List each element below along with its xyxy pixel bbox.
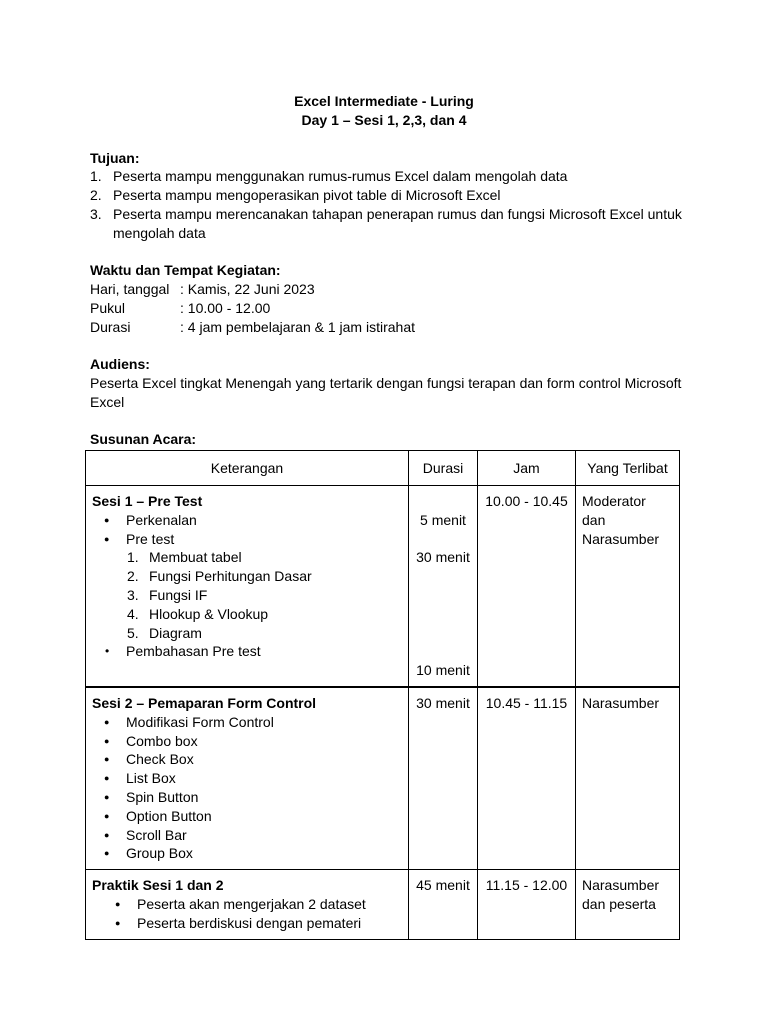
sesi1-bullet-pembahasan: • Pembahasan Pre test	[92, 642, 402, 661]
praktik-keterangan-cell	[86, 870, 409, 939]
table-row-praktik	[86, 870, 680, 939]
table-row-sesi-1	[86, 486, 680, 687]
document-subtitle: Day 1 – Sesi 1, 2,3, dan 4	[301, 112, 467, 128]
col-keterangan: Keterangan	[86, 451, 409, 486]
sesi2-item-1: ● Modifikasi Form Control	[92, 713, 402, 732]
waktu-key-tanggal: Hari, tanggal	[90, 281, 170, 297]
sesi2-durasi-cell: 30 menit	[409, 687, 478, 870]
tujuan-item-3: Peserta mampu merencanakan tahapan penerapan rumus dan fungsi Microsoft Excel untuk mengolah data	[113, 206, 682, 241]
waktu-heading: Waktu dan Tempat Kegiatan:	[90, 262, 281, 278]
sesi1-sub-2	[92, 567, 402, 586]
sesi1-sub-num-2: 2.	[127, 568, 139, 585]
sesi1-sub-text-2: Fungsi Perhitungan Dasar	[149, 568, 312, 585]
susunan-heading: Susunan Acara:	[90, 431, 197, 447]
tujuan-num-1: 1.	[90, 168, 102, 184]
sesi1-terlibat-cell: Moderator dan Narasumber	[576, 486, 680, 687]
sesi2-item-8: ● Group Box	[92, 844, 402, 863]
agenda-header-row	[86, 451, 680, 486]
waktu-value-pukul: : 10.00 - 12.00	[180, 300, 271, 316]
tujuan-item-1: Peserta mampu menggunakan rumus-rumus Excel dalam mengolah data	[113, 168, 568, 184]
praktik-item-1: ● Peserta akan mengerjakan 2 dataset	[92, 895, 402, 914]
sesi1-durasi-cell	[409, 486, 478, 687]
praktik-item-2: ● Peserta berdiskusi dengan pemateri	[92, 914, 402, 933]
sesi1-sub-text-5: Diagram	[149, 624, 202, 641]
sesi1-durasi-perkenalan: 5 menit	[420, 511, 466, 528]
tujuan-num-2: 2.	[90, 187, 102, 203]
sesi1-sub-text-3: Fungsi IF	[149, 586, 208, 603]
audiens-heading: Audiens:	[90, 356, 150, 372]
sesi1-bullet-pretest: ● Pre test	[92, 530, 402, 549]
praktik-jam-cell: 11.15 - 12.00	[478, 870, 576, 939]
sesi1-jam-cell: 10.00 - 10.45	[478, 486, 576, 687]
sesi2-item-3: ● Check Box	[92, 750, 402, 769]
sesi1-sub-text-4: Hlookup & Vlookup	[149, 605, 269, 622]
praktik-terlibat-cell: Narasumber dan peserta	[576, 870, 680, 939]
sesi1-keterangan-cell	[86, 486, 409, 687]
waktu-key-durasi: Durasi	[90, 319, 131, 335]
tujuan-heading: Tujuan:	[90, 150, 140, 166]
sesi1-sub-num-5: 5.	[127, 624, 139, 641]
sesi2-title: Sesi 2 – Pemaparan Form Control	[92, 694, 317, 711]
sesi2-terlibat-cell: Narasumber	[576, 687, 680, 870]
sesi2-item-6: ● Option Button	[92, 807, 402, 826]
col-jam: Jam	[478, 451, 576, 486]
sesi1-title: Sesi 1 – Pre Test	[92, 493, 203, 509]
tujuan-num-3: 3.	[90, 206, 102, 222]
sesi1-sub-4	[92, 605, 402, 624]
sesi1-sub-num-1: 1.	[127, 549, 139, 566]
waktu-value-durasi: : 4 jam pembelajaran & 1 jam istirahat	[180, 319, 415, 335]
sesi2-item-7: ● Scroll Bar	[92, 826, 402, 845]
waktu-value-tanggal: : Kamis, 22 Juni 2023	[180, 281, 315, 297]
praktik-title: Praktik Sesi 1 dan 2	[92, 877, 224, 894]
agenda-table	[85, 450, 680, 940]
praktik-durasi-cell: 45 menit	[409, 870, 478, 939]
sesi2-item-2: ● Combo box	[92, 732, 402, 751]
audiens-text: Peserta Excel tingkat Menengah yang tertarik dengan fungsi terapan dan form control Microsoft Excel	[90, 375, 682, 410]
sesi1-sub-1	[92, 548, 402, 567]
sesi1-sub-text-1: Membuat tabel	[149, 549, 242, 566]
col-durasi: Durasi	[409, 451, 478, 486]
tujuan-item-2: Peserta mampu mengoperasikan pivot table di Microsoft Excel	[113, 187, 501, 203]
sesi1-durasi-pretest: 30 menit	[416, 549, 470, 566]
table-row-sesi-2	[86, 687, 680, 870]
sesi2-jam-cell: 10.45 - 11.15	[478, 687, 576, 870]
col-yang-terlibat: Yang Terlibat	[576, 451, 680, 486]
sesi2-item-4: ● List Box	[92, 769, 402, 788]
sesi1-durasi-pembahasan: 10 menit	[416, 662, 470, 679]
sesi2-keterangan-cell	[86, 687, 409, 870]
sesi2-item-5: ● Spin Button	[92, 788, 402, 807]
sesi1-sub-num-3: 3.	[127, 586, 139, 603]
sesi1-sub-num-4: 4.	[127, 605, 139, 622]
sesi1-sub-5	[92, 624, 402, 643]
document-title: Excel Intermediate - Luring	[294, 93, 474, 109]
sesi1-bullet-perkenalan: ● Perkenalan	[92, 511, 402, 530]
waktu-key-pukul: Pukul	[90, 300, 126, 316]
sesi1-sub-3	[92, 586, 402, 605]
